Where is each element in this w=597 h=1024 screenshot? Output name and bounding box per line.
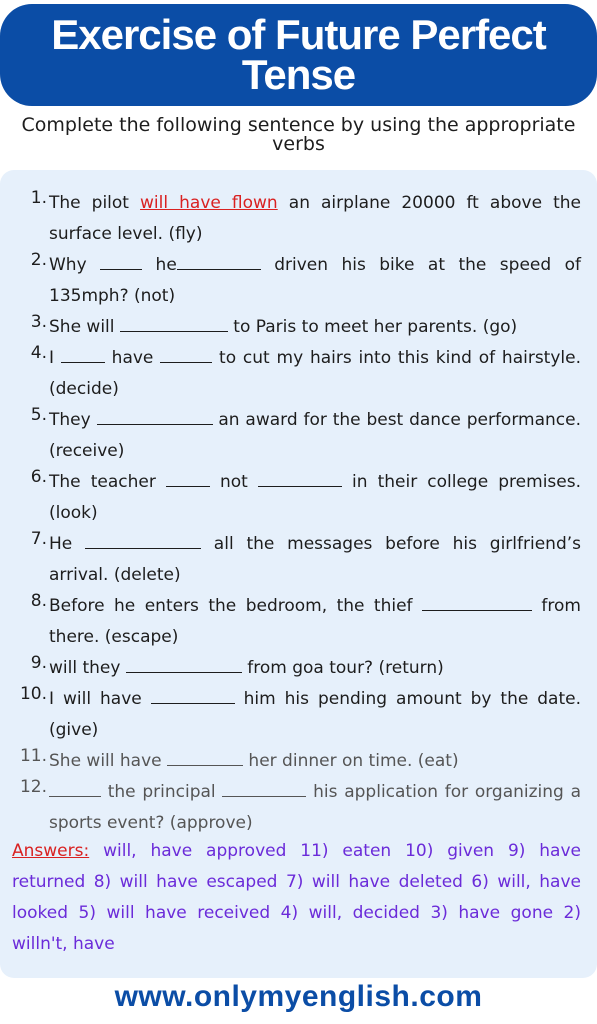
item-number: 10. (19, 684, 47, 704)
item-number: 9. (30, 653, 47, 673)
answer-blank[interactable] (49, 781, 101, 797)
item-text: Before he enters the bedroom, the thief from there. (escape) (49, 596, 581, 647)
answer-blank[interactable] (258, 471, 342, 487)
item-text: The pilot will have flown an airplane 20000 ft above the surface level. (fly) (49, 193, 581, 244)
item-number: 2. (30, 250, 47, 270)
item-text: She will have her dinner on time. (eat) (49, 751, 459, 771)
item-number: 4. (30, 343, 47, 363)
answer-blank[interactable] (166, 471, 210, 487)
answer-key (12, 836, 581, 960)
item-text: will they from goa tour? (return) (49, 658, 444, 678)
item-text: He all the messages before his girlfriend’s arrival. (delete) (49, 534, 581, 585)
answers-text: will, have approved 11) eaten 10) given 9) have returned 8) will have escaped 7) will have deleted 6) will, have looked 5) will have received 4) will, decided 3) have gone 2) willn't, have (12, 841, 581, 954)
answer-blank[interactable] (100, 254, 142, 270)
item-number: 1. (30, 188, 47, 208)
item-number: 7. (30, 529, 47, 549)
answer-blank[interactable] (126, 657, 242, 673)
answer-blank[interactable] (167, 750, 243, 766)
item-text: They an award for the best dance performance. (receive) (49, 410, 581, 461)
answers-label: Answers: (12, 841, 90, 861)
website-url[interactable]: www.onlymyenglish.com (114, 980, 483, 1013)
instructions: Complete the following sentence by using the appropriate verbs (21, 114, 576, 155)
answer-blank[interactable] (422, 595, 532, 611)
item-number: 11. (19, 746, 47, 766)
item-number: 12. (19, 777, 47, 797)
answer-blank[interactable] (85, 533, 201, 549)
item-number: 8. (30, 591, 47, 611)
item-number: 6. (30, 467, 47, 487)
item-number: 3. (30, 312, 47, 332)
item-text: I have to cut my hairs into this kind of hairstyle. (decide) (49, 348, 581, 399)
item-text: The teacher not in their college premises. (look) (49, 472, 581, 523)
answer-blank[interactable] (222, 781, 306, 797)
answer-blank[interactable] (61, 347, 105, 363)
title-banner (0, 4, 597, 106)
page-title: Exercise of Future Perfect Tense (51, 11, 546, 98)
answer-blank[interactable] (151, 688, 235, 704)
answer-blank[interactable] (177, 254, 261, 270)
answer-blank[interactable] (120, 316, 228, 332)
item-number: 5. (30, 405, 47, 425)
answer-blank[interactable] (97, 409, 213, 425)
answer-blank[interactable] (160, 347, 212, 363)
sample-answer: will have flown (140, 193, 278, 213)
item-text: Why he driven his bike at the speed of 135mph? (not) (49, 255, 581, 306)
item-text: the principal his application for organizing a sports event? (approve) (49, 782, 581, 833)
item-text: She will to Paris to meet her parents. (go) (49, 317, 518, 337)
item-text: I will have him his pending amount by the date. (give) (49, 689, 581, 740)
